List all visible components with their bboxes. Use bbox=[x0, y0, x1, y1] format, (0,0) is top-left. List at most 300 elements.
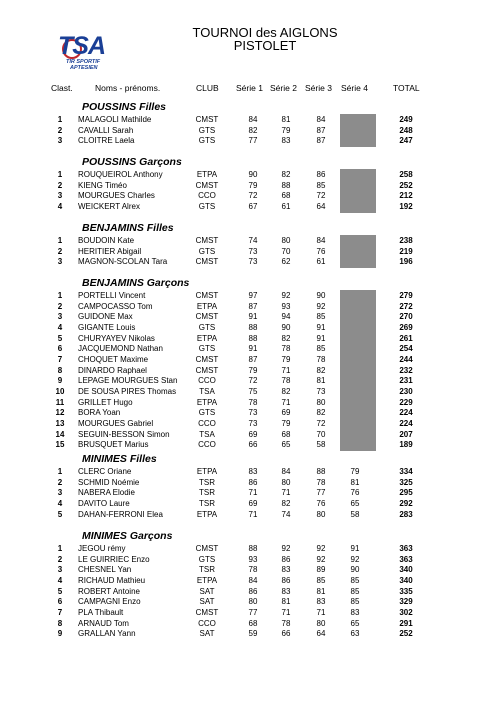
cell-rank: 7 bbox=[57, 354, 63, 364]
cell-club: CMST bbox=[195, 236, 219, 245]
cell-serie-2: 92 bbox=[281, 544, 291, 553]
cell-serie-4: 63 bbox=[350, 629, 360, 639]
cell-rank: 2 bbox=[57, 554, 63, 564]
cell-serie-1: 87 bbox=[248, 354, 258, 364]
cell-name: CHOQUET Maxime bbox=[78, 354, 149, 364]
cell-serie-3: 64 bbox=[316, 629, 326, 639]
cell-serie-4: 79 bbox=[350, 467, 360, 476]
cell-name: SCHMID Noémie bbox=[78, 477, 140, 487]
cell-serie-4: 85 bbox=[350, 586, 360, 596]
cell-serie-1: 79 bbox=[248, 365, 258, 375]
cell-serie-3: 91 bbox=[316, 333, 326, 343]
category-title: POUSSINS Garçons bbox=[82, 156, 182, 168]
table-row bbox=[0, 344, 500, 354]
cell-name: JEGOU rémy bbox=[78, 544, 126, 553]
cell-club: CMST bbox=[195, 115, 219, 124]
table-row bbox=[0, 387, 500, 397]
cell-club: TSR bbox=[199, 477, 215, 487]
cell-name: DAVITO Laure bbox=[78, 498, 130, 508]
cell-serie-1: 66 bbox=[248, 440, 258, 450]
cell-rank: 12 bbox=[55, 408, 65, 418]
cell-total: 247 bbox=[399, 136, 413, 146]
cell-serie-1: 97 bbox=[248, 291, 258, 300]
cell-club: GTS bbox=[198, 201, 216, 211]
table-row bbox=[0, 619, 500, 629]
cell-club: GTS bbox=[198, 554, 216, 564]
cell-serie-3: 85 bbox=[316, 312, 326, 322]
cell-serie-3: 86 bbox=[316, 170, 326, 179]
cell-serie-3: 82 bbox=[316, 408, 326, 418]
cell-serie-1: 71 bbox=[248, 509, 258, 519]
cell-serie-3: 72 bbox=[316, 191, 326, 201]
cell-serie-1: 77 bbox=[248, 607, 258, 617]
cell-serie-2: 90 bbox=[281, 322, 291, 332]
cell-total: 232 bbox=[399, 365, 413, 375]
cell-name: CHESNEL Yan bbox=[78, 565, 132, 575]
cell-serie-2: 88 bbox=[281, 180, 291, 190]
cell-rank: 3 bbox=[57, 312, 63, 322]
cell-serie-3: 71 bbox=[316, 607, 326, 617]
cell-name: JACQUEMOND Nathan bbox=[78, 344, 163, 354]
cell-club: CMST bbox=[195, 544, 219, 553]
cell-serie-2: 74 bbox=[281, 509, 291, 519]
table-row bbox=[0, 257, 500, 267]
cell-name: GRILLET Hugo bbox=[78, 397, 133, 407]
category-title: BENJAMINS Filles bbox=[82, 222, 174, 234]
cell-serie-4: 83 bbox=[350, 607, 360, 617]
cell-total: 272 bbox=[399, 301, 413, 311]
cell-rank: 2 bbox=[57, 246, 63, 256]
cell-club: GTS bbox=[198, 136, 216, 146]
cell-serie-3: 92 bbox=[316, 544, 326, 553]
cell-serie-1: 88 bbox=[248, 544, 258, 553]
cell-serie-1: 80 bbox=[248, 597, 258, 607]
cell-name: ARNAUD Tom bbox=[78, 618, 129, 628]
cell-club: TSA bbox=[199, 429, 215, 439]
cell-rank: 9 bbox=[57, 629, 63, 639]
table-row bbox=[0, 510, 500, 520]
cell-total: 279 bbox=[399, 291, 413, 300]
cell-club: CMST bbox=[195, 312, 219, 322]
cell-total: 329 bbox=[399, 597, 413, 607]
table-row bbox=[0, 355, 500, 365]
cell-rank: 4 bbox=[57, 575, 63, 585]
cell-serie-2: 82 bbox=[281, 498, 291, 508]
cell-name: BRUSQUET Marius bbox=[78, 440, 149, 450]
cell-name: NABERA Elodie bbox=[78, 488, 135, 498]
cell-name: CAMPOCASSO Tom bbox=[78, 301, 153, 311]
cell-club: CMST bbox=[195, 180, 219, 190]
cell-serie-2: 83 bbox=[281, 565, 291, 575]
cell-club: ETPA bbox=[196, 397, 218, 407]
cell-serie-3: 92 bbox=[316, 301, 326, 311]
table-row bbox=[0, 136, 500, 146]
cell-rank: 14 bbox=[55, 429, 65, 439]
cell-serie-1: 67 bbox=[248, 201, 258, 211]
cell-club: ETPA bbox=[196, 301, 218, 311]
cell-total: 231 bbox=[399, 376, 413, 386]
table-row bbox=[0, 323, 500, 333]
cell-serie-4: 58 bbox=[350, 509, 360, 519]
cell-rank: 1 bbox=[57, 115, 63, 124]
cell-serie-2: 79 bbox=[281, 418, 291, 428]
cell-club: CMST bbox=[195, 365, 219, 375]
logo-mark: TSA bbox=[58, 32, 105, 60]
cell-name: MAGNON-SCOLAN Tara bbox=[78, 257, 168, 267]
header-serie-4: Série 4 bbox=[341, 83, 368, 93]
cell-name: BORA Yoan bbox=[78, 408, 121, 418]
cell-serie-3: 81 bbox=[316, 376, 326, 386]
cell-serie-3: 78 bbox=[316, 354, 326, 364]
cell-serie-2: 80 bbox=[281, 477, 291, 487]
cell-serie-3: 92 bbox=[316, 554, 326, 564]
cell-club: ETPA bbox=[196, 333, 218, 343]
cell-total: 252 bbox=[399, 180, 413, 190]
cell-name: CAVALLI Sarah bbox=[78, 125, 134, 135]
cell-serie-2: 71 bbox=[281, 365, 291, 375]
cell-serie-4: 65 bbox=[350, 618, 360, 628]
cell-rank: 5 bbox=[57, 509, 63, 519]
cell-club: CMST bbox=[195, 607, 219, 617]
cell-name: LE GUIRRIEC Enzo bbox=[78, 554, 150, 564]
cell-serie-3: 84 bbox=[316, 236, 326, 245]
cell-total: 207 bbox=[399, 429, 413, 439]
table-row bbox=[0, 366, 500, 376]
table-row bbox=[0, 312, 500, 322]
cell-serie-3: 91 bbox=[316, 322, 326, 332]
cell-club: CCO bbox=[198, 418, 216, 428]
cell-serie-2: 71 bbox=[281, 607, 291, 617]
cell-serie-3: 82 bbox=[316, 365, 326, 375]
cell-name: DE SOUSA PIRES Thomas bbox=[78, 386, 177, 396]
cell-serie-1: 75 bbox=[248, 386, 258, 396]
cell-club: SAT bbox=[199, 629, 215, 639]
table-row bbox=[0, 467, 500, 477]
cell-serie-3: 90 bbox=[316, 291, 326, 300]
cell-serie-3: 76 bbox=[316, 498, 326, 508]
table-row bbox=[0, 555, 500, 565]
cell-serie-1: 72 bbox=[248, 191, 258, 201]
cell-total: 270 bbox=[399, 312, 413, 322]
cell-name: CHURYAYEV Nikolas bbox=[78, 333, 155, 343]
cell-serie-2: 83 bbox=[281, 586, 291, 596]
cell-total: 248 bbox=[399, 125, 413, 135]
cell-rank: 9 bbox=[57, 376, 63, 386]
cell-serie-3: 58 bbox=[316, 440, 326, 450]
cell-serie-2: 78 bbox=[281, 618, 291, 628]
cell-club: ETPA bbox=[196, 170, 218, 179]
cell-serie-3: 85 bbox=[316, 344, 326, 354]
table-row bbox=[0, 170, 500, 180]
cell-total: 252 bbox=[399, 629, 413, 639]
cell-serie-1: 91 bbox=[248, 344, 258, 354]
cell-total: 192 bbox=[399, 201, 413, 211]
cell-total: 212 bbox=[399, 191, 413, 201]
cell-total: 230 bbox=[399, 386, 413, 396]
table-row bbox=[0, 430, 500, 440]
table-row bbox=[0, 376, 500, 386]
cell-serie-2: 62 bbox=[281, 257, 291, 267]
cell-serie-2: 79 bbox=[281, 125, 291, 135]
header-total: TOTAL bbox=[393, 83, 420, 93]
cell-name: ROUQUEIROL Anthony bbox=[78, 170, 163, 179]
cell-serie-1: 83 bbox=[248, 467, 258, 476]
cell-rank: 11 bbox=[55, 397, 65, 407]
cell-rank: 4 bbox=[57, 322, 63, 332]
cell-serie-1: 93 bbox=[248, 554, 258, 564]
cell-serie-3: 80 bbox=[316, 397, 326, 407]
cell-name: ROBERT Antoine bbox=[78, 586, 140, 596]
cell-serie-3: 78 bbox=[316, 477, 326, 487]
cell-serie-1: 84 bbox=[248, 115, 258, 124]
cell-serie-3: 77 bbox=[316, 488, 326, 498]
cell-name: RICHAUD Mathieu bbox=[78, 575, 146, 585]
header-club: CLUB bbox=[196, 83, 219, 93]
table-row bbox=[0, 440, 500, 450]
header-name: Noms - prénoms. bbox=[95, 83, 161, 93]
cell-serie-1: 91 bbox=[248, 312, 258, 322]
cell-total: 325 bbox=[399, 477, 413, 487]
cell-serie-2: 81 bbox=[281, 115, 291, 124]
cell-serie-1: 84 bbox=[248, 575, 258, 585]
tsa-logo bbox=[56, 32, 136, 78]
cell-name: GIGANTE Louis bbox=[78, 322, 136, 332]
table-row bbox=[0, 576, 500, 586]
cell-serie-1: 78 bbox=[248, 565, 258, 575]
cell-serie-3: 88 bbox=[316, 467, 326, 476]
cell-rank: 1 bbox=[57, 544, 63, 553]
cell-serie-1: 68 bbox=[248, 618, 258, 628]
cell-name: KIENG Timéo bbox=[78, 180, 127, 190]
table-row bbox=[0, 544, 500, 554]
table-row bbox=[0, 408, 500, 418]
table-row bbox=[0, 565, 500, 575]
cell-rank: 1 bbox=[57, 291, 63, 300]
cell-serie-2: 71 bbox=[281, 397, 291, 407]
cell-total: 254 bbox=[399, 344, 413, 354]
cell-serie-3: 84 bbox=[316, 115, 326, 124]
table-row bbox=[0, 302, 500, 312]
cell-serie-1: 88 bbox=[248, 333, 258, 343]
cell-serie-1: 73 bbox=[248, 257, 258, 267]
cell-club: SAT bbox=[199, 597, 215, 607]
table-row bbox=[0, 629, 500, 639]
cell-serie-2: 94 bbox=[281, 312, 291, 322]
logo-line-1: TIR SPORTIF bbox=[66, 59, 101, 65]
table-row bbox=[0, 608, 500, 618]
cell-rank: 3 bbox=[57, 488, 63, 498]
cell-serie-3: 64 bbox=[316, 201, 326, 211]
category-title: MINIMES Garçons bbox=[82, 530, 173, 542]
cell-name: LEPAGE MOURGUES Stan bbox=[78, 376, 178, 386]
cell-serie-2: 61 bbox=[281, 201, 291, 211]
category-title: BENJAMINS Garçons bbox=[82, 277, 190, 289]
cell-name: MOURGUES Charles bbox=[78, 191, 155, 201]
cell-name: CAMPAGNI Enzo bbox=[78, 597, 141, 607]
cell-serie-2: 78 bbox=[281, 344, 291, 354]
cell-serie-2: 68 bbox=[281, 191, 291, 201]
cell-serie-3: 87 bbox=[316, 125, 326, 135]
cell-serie-1: 59 bbox=[248, 629, 258, 639]
cell-club: CCO bbox=[198, 376, 216, 386]
cell-total: 189 bbox=[399, 440, 413, 450]
cell-name: GUIDONE Max bbox=[78, 312, 133, 322]
cell-serie-3: 61 bbox=[316, 257, 326, 267]
cell-serie-1: 73 bbox=[248, 418, 258, 428]
cell-club: ETPA bbox=[196, 575, 218, 585]
header-serie-1: Série 1 bbox=[236, 83, 263, 93]
cell-serie-2: 78 bbox=[281, 376, 291, 386]
cell-rank: 2 bbox=[57, 180, 63, 190]
cell-total: 292 bbox=[399, 498, 413, 508]
cell-club: ETPA bbox=[196, 467, 218, 476]
cell-serie-4: 85 bbox=[350, 597, 360, 607]
header-serie-2: Série 2 bbox=[270, 83, 297, 93]
cell-rank: 3 bbox=[57, 136, 63, 146]
cell-rank: 5 bbox=[57, 586, 63, 596]
cell-total: 340 bbox=[399, 575, 413, 585]
cell-serie-3: 73 bbox=[316, 386, 326, 396]
cell-name: PORTELLI Vincent bbox=[78, 291, 146, 300]
cell-serie-4: 65 bbox=[350, 498, 360, 508]
cell-total: 283 bbox=[399, 509, 413, 519]
cell-serie-2: 71 bbox=[281, 488, 291, 498]
cell-serie-1: 87 bbox=[248, 301, 258, 311]
cell-serie-2: 92 bbox=[281, 291, 291, 300]
cell-name: HERITIER Abigail bbox=[78, 246, 142, 256]
cell-serie-3: 81 bbox=[316, 586, 326, 596]
cell-club: TSR bbox=[199, 488, 215, 498]
cell-serie-1: 71 bbox=[248, 488, 258, 498]
cell-total: 340 bbox=[399, 565, 413, 575]
cell-rank: 3 bbox=[57, 191, 63, 201]
cell-serie-2: 86 bbox=[281, 554, 291, 564]
cell-rank: 6 bbox=[57, 597, 63, 607]
cell-serie-1: 73 bbox=[248, 408, 258, 418]
cell-total: 238 bbox=[399, 236, 413, 245]
cell-serie-2: 66 bbox=[281, 629, 291, 639]
cell-serie-4: 81 bbox=[350, 477, 360, 487]
cell-serie-2: 84 bbox=[281, 467, 291, 476]
header-serie-3: Série 3 bbox=[305, 83, 332, 93]
cell-total: 302 bbox=[399, 607, 413, 617]
cell-total: 224 bbox=[399, 418, 413, 428]
cell-name: CLERC Oriane bbox=[78, 467, 132, 476]
cell-club: CCO bbox=[198, 440, 216, 450]
cell-serie-3: 72 bbox=[316, 418, 326, 428]
cell-name: PLA Thibault bbox=[78, 607, 124, 617]
cell-serie-4: 90 bbox=[350, 565, 360, 575]
cell-club: CCO bbox=[198, 191, 216, 201]
cell-name: DAHAN-FERRONI Elea bbox=[78, 509, 163, 519]
cell-club: ETPA bbox=[196, 509, 218, 519]
cell-serie-1: 78 bbox=[248, 397, 258, 407]
cell-serie-2: 86 bbox=[281, 575, 291, 585]
cell-serie-1: 74 bbox=[248, 236, 258, 245]
cell-name: BOUDOIN Kate bbox=[78, 236, 135, 245]
table-row bbox=[0, 587, 500, 597]
cell-total: 244 bbox=[399, 354, 413, 364]
cell-club: TSR bbox=[199, 565, 215, 575]
cell-serie-2: 69 bbox=[281, 408, 291, 418]
cell-rank: 3 bbox=[57, 565, 63, 575]
table-row bbox=[0, 597, 500, 607]
cell-serie-3: 70 bbox=[316, 429, 326, 439]
cell-name: GRALLAN Yann bbox=[78, 629, 136, 639]
cell-serie-1: 88 bbox=[248, 322, 258, 332]
table-row bbox=[0, 291, 500, 301]
cell-rank: 4 bbox=[57, 498, 63, 508]
cell-serie-2: 82 bbox=[281, 333, 291, 343]
table-row bbox=[0, 126, 500, 136]
cell-rank: 1 bbox=[57, 236, 63, 245]
cell-rank: 6 bbox=[57, 344, 63, 354]
cell-serie-2: 93 bbox=[281, 301, 291, 311]
cell-serie-3: 83 bbox=[316, 597, 326, 607]
cell-club: GTS bbox=[198, 125, 216, 135]
cell-total: 261 bbox=[399, 333, 413, 343]
cell-serie-1: 69 bbox=[248, 429, 258, 439]
cell-rank: 2 bbox=[57, 301, 63, 311]
cell-serie-3: 80 bbox=[316, 618, 326, 628]
cell-serie-1: 82 bbox=[248, 125, 258, 135]
table-row bbox=[0, 334, 500, 344]
cell-total: 196 bbox=[399, 257, 413, 267]
cell-club: CMST bbox=[195, 257, 219, 267]
cell-total: 219 bbox=[399, 246, 413, 256]
cell-total: 363 bbox=[399, 544, 413, 553]
cell-rank: 1 bbox=[57, 467, 63, 476]
category-title: MINIMES Filles bbox=[82, 453, 157, 465]
table-row bbox=[0, 115, 500, 125]
cell-name: MOURGUES Gabriel bbox=[78, 418, 154, 428]
cell-serie-2: 80 bbox=[281, 236, 291, 245]
cell-rank: 3 bbox=[57, 257, 63, 267]
cell-serie-2: 83 bbox=[281, 136, 291, 146]
cell-rank: 8 bbox=[57, 365, 63, 375]
cell-club: CMST bbox=[195, 354, 219, 364]
cell-rank: 7 bbox=[57, 607, 63, 617]
cell-name: CLOITRE Laela bbox=[78, 136, 135, 146]
cell-serie-3: 85 bbox=[316, 575, 326, 585]
cell-serie-2: 81 bbox=[281, 597, 291, 607]
cell-serie-4: 92 bbox=[350, 554, 360, 564]
cell-serie-1: 79 bbox=[248, 180, 258, 190]
cell-rank: 2 bbox=[57, 477, 63, 487]
cell-serie-1: 72 bbox=[248, 376, 258, 386]
table-row bbox=[0, 191, 500, 201]
table-row bbox=[0, 488, 500, 498]
table-row bbox=[0, 478, 500, 488]
cell-serie-1: 86 bbox=[248, 586, 258, 596]
cell-serie-1: 77 bbox=[248, 136, 258, 146]
cell-rank: 13 bbox=[55, 418, 65, 428]
table-row bbox=[0, 247, 500, 257]
cell-serie-3: 87 bbox=[316, 136, 326, 146]
table-row bbox=[0, 181, 500, 191]
cell-serie-3: 89 bbox=[316, 565, 326, 575]
cell-serie-3: 85 bbox=[316, 180, 326, 190]
cell-total: 334 bbox=[399, 467, 413, 476]
cell-name: SEGUIN-BESSON Simon bbox=[78, 429, 170, 439]
category-title: POUSSINS Filles bbox=[82, 101, 167, 113]
cell-rank: 1 bbox=[57, 170, 63, 179]
cell-club: TSA bbox=[199, 386, 215, 396]
table-row bbox=[0, 419, 500, 429]
table-row bbox=[0, 398, 500, 408]
cell-serie-2: 68 bbox=[281, 429, 291, 439]
cell-serie-4: 91 bbox=[350, 544, 360, 553]
